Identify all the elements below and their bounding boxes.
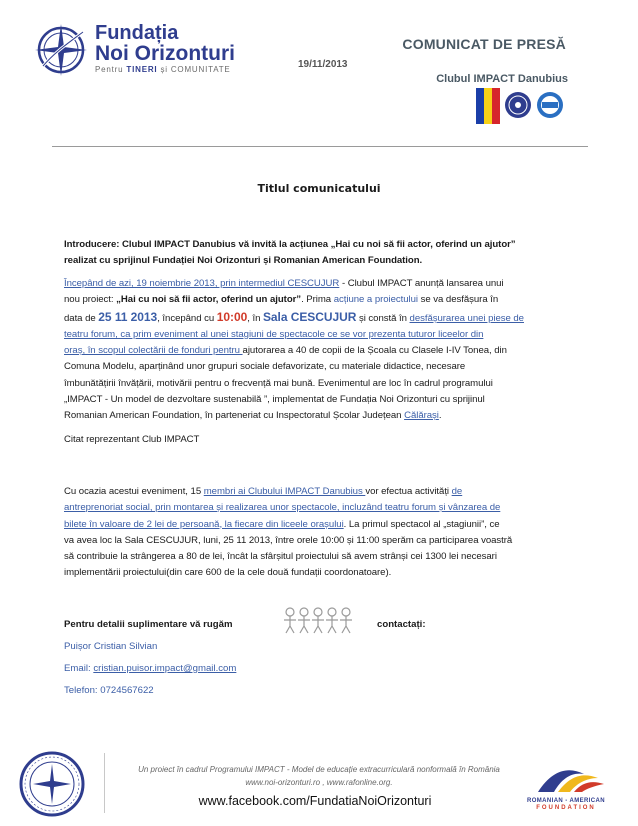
flag-and-badges [474, 88, 564, 126]
release-title: Titlul comunicatului [257, 182, 381, 195]
raf-bird-icon [518, 762, 614, 798]
intro-line: Introducere: Clubul IMPACT Danubius vă invită la acțiunea „Hai cu noi să fii actor, oferind un ajutor” [64, 239, 516, 250]
compass-star-icon [33, 22, 91, 78]
club-name: Clubul IMPACT Danubius [436, 73, 568, 85]
org-tagline: Pentru TINERI și COMUNITATE [95, 65, 231, 74]
email-link[interactable]: cristian.puisor.impact@gmail.com [93, 663, 237, 674]
activities-link[interactable]: antreprenoriat social, prin montarea și realizarea unor spectacole, incluzând teatru forum și vânzarea de [64, 502, 501, 514]
org-name-line2: Noi Orizonturi [95, 42, 235, 65]
activity-link[interactable]: desfășurarea unei piese de [409, 312, 524, 324]
intro-line: realizat cu sprijinul Fundației Noi Orizonturi și Romanian American Foundation. [64, 255, 423, 267]
activity-link[interactable]: teatru forum, ca prim eveniment al unei stagiuni de spectacole ce se vor prezenta tuturor liceelor din [64, 328, 484, 340]
date-link[interactable]: Începând de azi, 19 noiembrie 2013, prin intermediul CESCUJUR [64, 278, 340, 289]
contact-lead: Pentru detalii suplimentare vă rugăm [64, 619, 233, 630]
press-release-heading: COMUNICAT DE PRESĂ [402, 36, 566, 52]
fundatia-noi-orizonturi-logo [33, 22, 243, 82]
raf-name-line2: FOUNDATION [536, 805, 596, 811]
raf-name-line1: ROMANIAN - AMERICAN [526, 798, 606, 804]
footer-program-note: Un proiect în cadrul Programului IMPACT - Model de educație extracurriculară nonformală în România [138, 765, 500, 774]
facebook-link[interactable]: www.facebook.com/FundatiaNoiOrizonturi [198, 794, 432, 808]
contact-lead-end: contactați: [377, 619, 426, 630]
activities-link[interactable]: de [451, 486, 463, 497]
release-date: 19/11/2013 [298, 59, 348, 70]
contact-email: Email: cristian.puisor.impact@gmail.com [64, 663, 237, 674]
raf-logo [518, 762, 614, 820]
people-chain-icon [283, 606, 353, 634]
calarasi-link[interactable]: Călărași [404, 410, 439, 422]
event-time: 10:00 [216, 309, 248, 324]
header-divider [52, 146, 588, 147]
people-chain-image [283, 606, 353, 634]
tickets-link[interactable]: bilete în valoare de 2 lei de persoană, la fiecare din liceele orașului [64, 518, 344, 530]
romanian-flag-icon [474, 88, 564, 126]
intro-paragraph [64, 237, 568, 270]
contact-phone: Telefon: 0724567622 [64, 685, 154, 696]
body-paragraph-2: Cu ocazia acestui eveniment, 15 membri ai Clubului IMPACT Danubius vor efectua activități de antreprenoriat social, prin montarea și realizarea unor spectacole, incluzând teatru forum și vânzarea de bilete în valoare de 2 lei de persoană, la fiecare din liceele orașului. La primul spectacol al „stagiunii”, ce va avea loc la Sala CESCUJUR, luni, 25 11 2013, între orele 10:00 și 11:00 sperăm ca participarea voastră să contribuie la strângerea a 80 de lei, încât la sfârșitul proiectului să avem strânși cei 1300 lei necesari implementării proiectului(din care 600 de la cele două fundații coordonatoare). [64, 486, 513, 579]
members-link[interactable]: membri ai Clubului IMPACT Danubius [203, 486, 366, 497]
body-paragraph-1: Începând de azi, 19 noiembrie 2013, prin intermediul CESCUJUR - Clubul IMPACT anunță lansarea unui nou proiect: „Hai cu noi să fii actor, oferind un ajutor”. Prima acțiune a proiectului se va desfășura în data de 25 11 2013, începând cu 10:00, în Sala CESCUJUR și constă în desfășurarea unei piese de teatru forum, ca prim eveniment al unei stagiuni de spectacole ce se vor prezenta tuturor liceelor din oraș, în scopul colectării de fonduri pentru ajutorarea a 40 de copii de la Școala cu Clasele I-IV Tonea, din Comuna Modelu, aparținând unor grupuri sociale defavorizate, cu materiale didactice, necesare îmbunătățirii învățării, motivării pentru o frecvență mai bună. Evenimentul are loc în cadrul programului „IMPACT - Un model de dezvoltare sustenabilă ”, implementat de Fundația Noi Orizonturi cu sprijinul Romanian American Foundation, în parteneriat cu Inspectoratul Școlar Județean Călărași. [64, 278, 524, 422]
org-name-line1: Fundația [95, 22, 179, 44]
project-name: „Hai cu noi să fii actor, oferind un ajutor” [116, 294, 302, 306]
quote-placeholder: Citat reprezentant Club IMPACT [64, 434, 200, 445]
event-date: 25 11 2013 [98, 309, 158, 324]
contact-person: Puișor Cristian Silvian [64, 641, 158, 652]
activity-link[interactable]: oraș, în scopul colectării de fonduri pentru [64, 345, 243, 357]
footer-websites: www.noi-orizonturi.ro , www.rafonline.org. [245, 778, 393, 787]
event-venue: Sala CESCUJUR [262, 309, 357, 324]
